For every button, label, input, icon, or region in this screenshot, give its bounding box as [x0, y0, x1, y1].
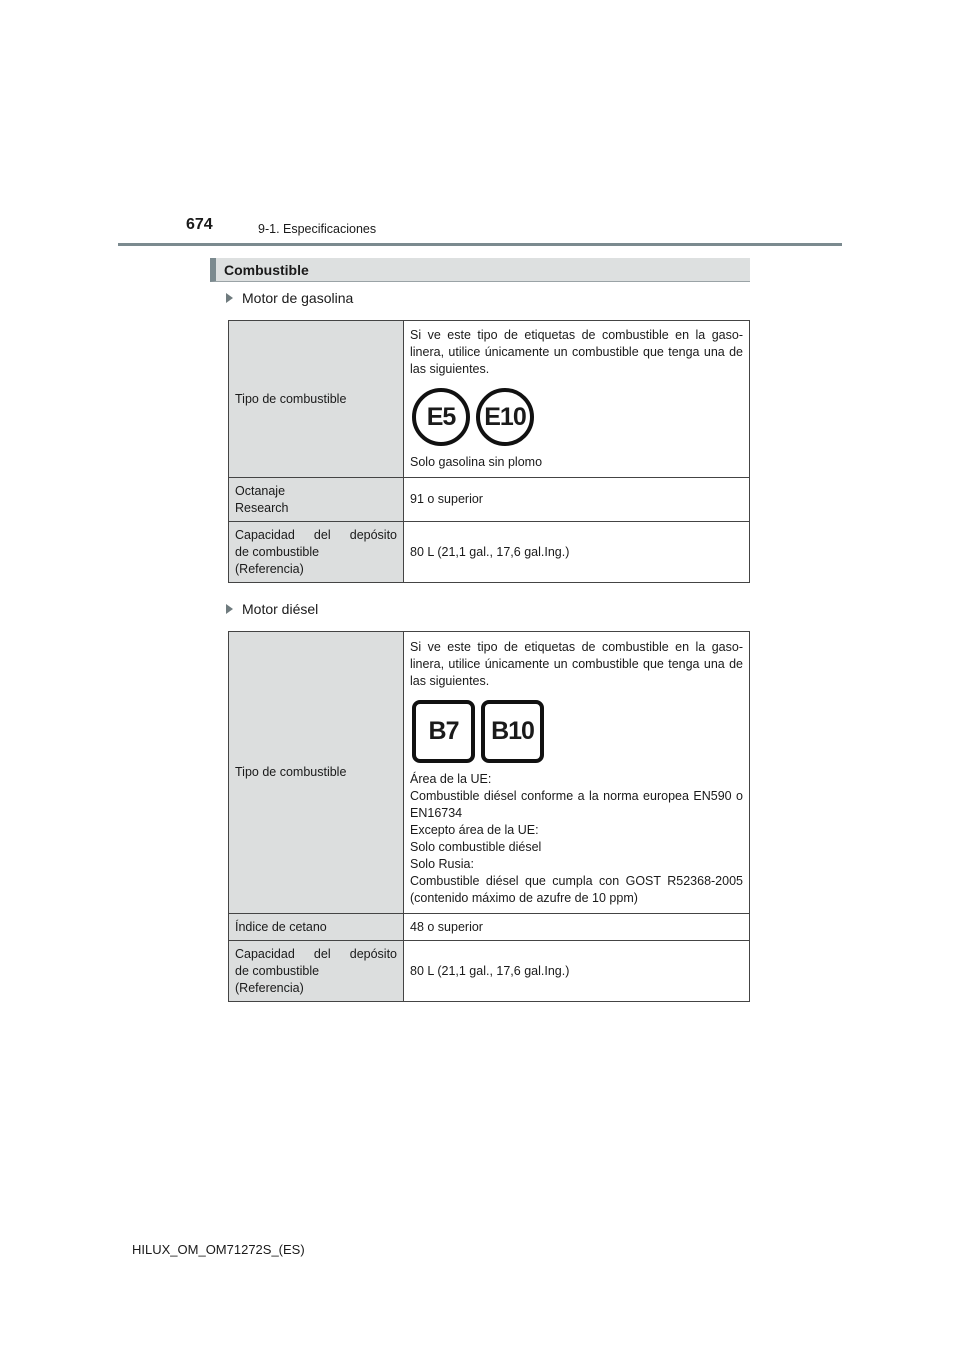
fuel-label-badges — [412, 700, 743, 763]
document-footer: HILUX_OM_OM71272S_(ES) — [132, 1242, 305, 1257]
capacity-label-line: Capacidad del depósito — [235, 527, 397, 542]
triangle-bullet-icon — [226, 604, 233, 614]
diesel-heading — [226, 601, 318, 617]
fuel-type-value — [404, 321, 750, 478]
b7-fuel-label-icon: B7 — [412, 700, 475, 763]
fuel-type-value — [404, 632, 750, 914]
section-reference: 9-1. Especificaciones — [258, 222, 377, 236]
header-divider — [118, 243, 842, 246]
capacity-label-line: de combustible — [235, 544, 320, 559]
e5-fuel-label-icon: E5 — [412, 388, 470, 446]
fuel-type-label: Tipo de combustible — [229, 632, 404, 914]
capacity-value: 80 L (21,1 gal., 17,6 gal.Ing.) — [404, 941, 750, 1002]
octane-label — [229, 478, 404, 522]
table-row — [229, 522, 750, 583]
capacity-label — [229, 941, 404, 1002]
gasoline-heading-text: Motor de gasolina — [242, 290, 354, 306]
b10-fuel-label-icon: B10 — [481, 700, 544, 763]
fuel-label-badges — [412, 388, 743, 446]
capacity-label-line: (Referencia) — [235, 980, 304, 995]
octane-label-line: Research — [235, 500, 289, 515]
cetane-label: Índice de cetano — [229, 914, 404, 941]
gasoline-spec-table — [228, 320, 750, 583]
octane-value: 91 o superior — [404, 478, 750, 522]
gasoline-heading — [226, 290, 353, 306]
capacity-label — [229, 522, 404, 583]
capacity-value: 80 L (21,1 gal., 17,6 gal.Ing.) — [404, 522, 750, 583]
e10-fuel-label-icon: E10 — [476, 388, 534, 446]
fuel-type-note: Solo gasolina sin plomo — [410, 455, 543, 469]
fuel-type-intro: Si ve este tipo de etiquetas de combustible en la gaso-linera, utilice únicamente un combustible que tenga una de las siguientes. — [410, 328, 743, 376]
fuel-type-label: Tipo de combustible — [229, 321, 404, 478]
except-eu-heading: Excepto área de la UE: — [410, 822, 539, 837]
except-eu-text: Solo combustible diésel — [410, 839, 542, 854]
capacity-label-line: de combustible — [235, 963, 320, 978]
capacity-label-line: Capacidad del depósito — [235, 946, 397, 961]
table-row — [229, 941, 750, 1002]
page-number: 674 — [186, 216, 213, 233]
russia-heading: Solo Rusia: — [410, 856, 474, 871]
fuel-type-intro: Si ve este tipo de etiquetas de combustible en la gaso-linera, utilice únicamente un combustible que tenga una de las siguientes. — [410, 639, 743, 688]
section-title: Combustible — [210, 258, 750, 282]
capacity-label-line: (Referencia) — [235, 561, 304, 576]
octane-label-line: Octanaje — [235, 483, 286, 498]
eu-area-text: Combustible diésel conforme a la norma europea EN590 o EN16734 — [410, 788, 743, 820]
table-row — [229, 478, 750, 522]
cetane-value: 48 o superior — [404, 914, 750, 941]
eu-area-heading: Área de la UE: — [410, 771, 492, 786]
russia-text: Combustible diésel que cumpla con GOST R52368-2005 (contenido máximo de azufre de 10 ppm) — [410, 873, 743, 905]
diesel-heading-text: Motor diésel — [242, 601, 319, 617]
table-row — [229, 632, 750, 914]
table-row — [229, 914, 750, 941]
table-row — [229, 321, 750, 478]
triangle-bullet-icon — [226, 293, 233, 303]
diesel-spec-table — [228, 631, 750, 1002]
